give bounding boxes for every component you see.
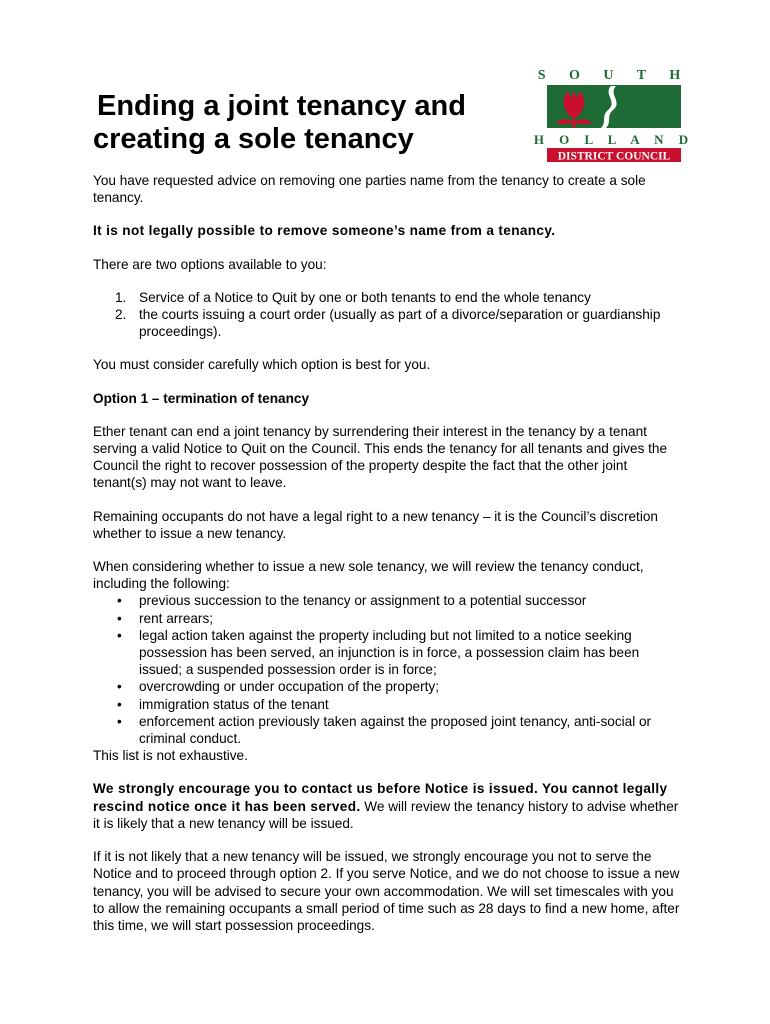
list-number: 2.	[115, 307, 127, 323]
page-title	[93, 90, 523, 156]
not-exhaustive-note: This list is not exhaustive.	[93, 748, 248, 764]
list-item: • rent arrears;	[93, 610, 683, 627]
considering-paragraph: When considering whether to issue a new sole tenancy, we will review the tenancy conduct, including the following:	[93, 559, 644, 592]
list-item: • immigration status of the tenant	[93, 696, 683, 713]
page-title-line-1: Ending a joint tenancy and	[97, 90, 466, 122]
list-item-text: the courts issuing a court order (usually as part of a divorce/separation or guardianship proceedings).	[139, 307, 661, 340]
logo-text-south: S O U T H	[537, 68, 691, 83]
list-item: • previous succession to the tenancy or assignment to a potential successor	[93, 592, 683, 609]
list-item: • legal action taken against the property including but not limited to a notice seeking possession has been served, an injunction is in force, a possession claim has been issued; a suspended possession order is in force;	[93, 627, 683, 679]
page-title-line-2: creating a sole tenancy	[93, 123, 414, 155]
list-item	[93, 306, 683, 340]
list-item	[93, 289, 683, 306]
considering-block	[93, 558, 683, 764]
list-number: 1.	[115, 289, 127, 305]
encourage-text: We will review the tenancy history to advise whether it is likely that a new tenancy will be issued.	[93, 798, 679, 831]
consider-paragraph: You must consider carefully which option is best for you.	[93, 357, 431, 373]
list-item: • overcrowding or under occupation of the property;	[93, 678, 683, 695]
warning-paragraph: It is not legally possible to remove someone’s name from a tenancy.	[93, 223, 556, 239]
intro-paragraph: You have requested advice on removing one parties name from the tenancy to create a sole tenancy.	[93, 173, 646, 206]
encourage-paragraph	[93, 780, 683, 832]
options-intro: There are two options available to you:	[93, 256, 327, 272]
conduct-list	[93, 592, 683, 747]
encourage-bold-text: We strongly encourage you to contact us before Notice is issued. You cannot legally rescind notice once it has been served.	[93, 781, 668, 814]
remaining-paragraph: Remaining occupants do not have a legal right to a new tenancy – it is the Council’s discretion whether to issue a new tenancy.	[93, 508, 658, 541]
list-item: • enforcement action previously taken against the proposed joint tenancy, anti-social or criminal conduct.	[93, 713, 683, 747]
logo-text-district-council: DISTRICT COUNCIL	[557, 150, 671, 163]
south-holland-district-council-logo	[533, 66, 695, 163]
either-paragraph: Ether tenant can end a joint tenancy by surrendering their interest in the tenancy by a tenant serving a valid Notice to Quit on the Council. This ends the tenancy for all tenants and gives the Council the right to recover possession of the property despite the fact that the other joint tenant(s) may not want to leave.	[93, 423, 668, 491]
document-body	[93, 172, 683, 950]
list-item-text: Service of a Notice to Quit by one or both tenants to end the whole tenancy	[139, 289, 591, 305]
logo-text-holland: H O L L A N D	[533, 132, 695, 147]
options-list	[93, 289, 683, 341]
final-paragraph: If it is not likely that a new tenancy will be issued, we strongly encourage you not to serve the Notice and to proceed through option 2. If you serve Notice, and we do not choose to issue a new tenancy, you will be advised to secure your own accommodation. We will set timescales with you to allow the remaining occupants a small period of time such as 28 days to find a new home, after this time, we will start possession proceedings.	[93, 849, 680, 933]
option1-heading: Option 1 – termination of tenancy	[93, 390, 310, 406]
options-paragraph	[93, 256, 683, 273]
